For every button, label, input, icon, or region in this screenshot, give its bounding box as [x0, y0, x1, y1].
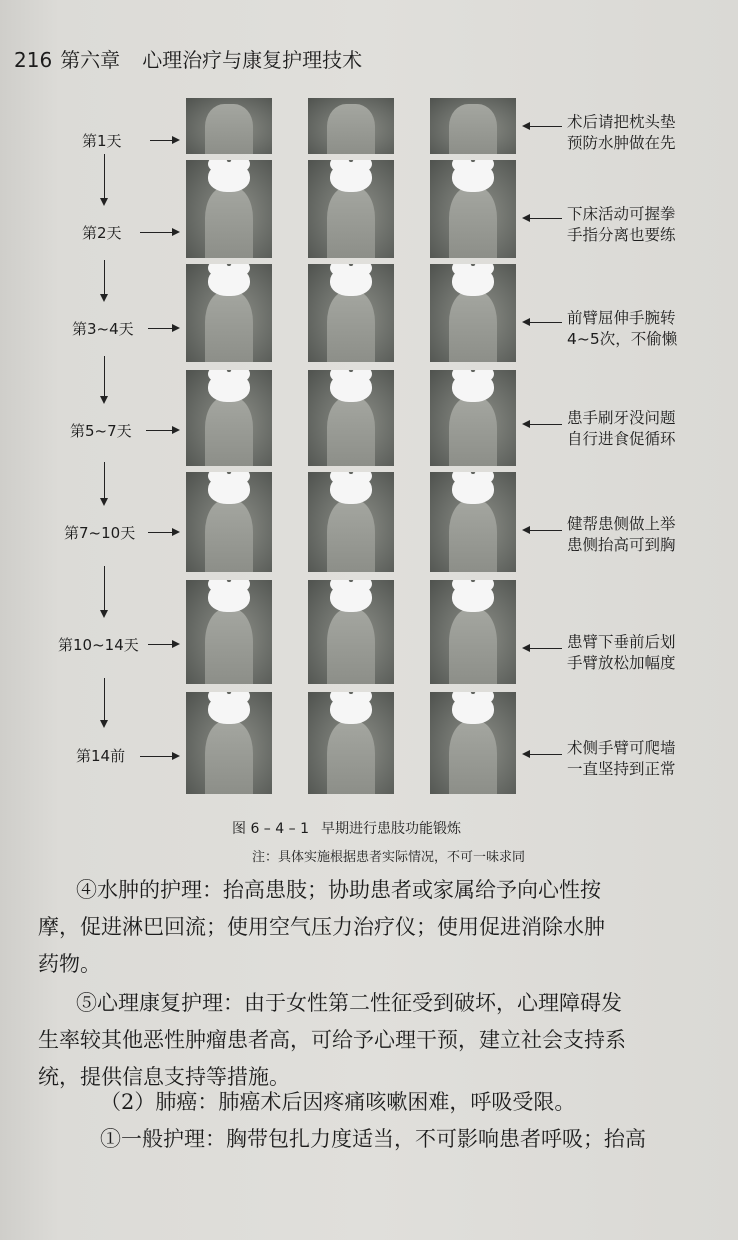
exercise-note: 术侧手臂可爬墙 一直坚持到正常 [567, 739, 676, 778]
exercise-photo [186, 580, 272, 684]
figure-number: 图 6 – 4 – 1 [232, 821, 309, 837]
paragraph-general-care: ①一般护理：胸带包扎力度适当，不可影响患者呼吸；抬高 [100, 1127, 646, 1151]
arrow-left-icon [524, 424, 562, 425]
day-label: 第10~14天 [58, 636, 139, 654]
exercise-photo [430, 370, 516, 466]
arrow-right-icon [148, 532, 178, 533]
exercise-photo [308, 580, 394, 684]
arrow-right-icon [150, 140, 178, 141]
day-label: 第3~4天 [72, 320, 134, 338]
arrow-down-icon [104, 678, 105, 726]
exercise-photo [186, 472, 272, 572]
arrow-down-icon [104, 356, 105, 402]
arrow-right-icon [148, 644, 178, 645]
day-label: 第7~10天 [64, 524, 136, 542]
exercise-photo [430, 264, 516, 362]
figure-note: 注：具体实施根据患者实际情况，不可一味求同 [252, 850, 526, 865]
arrow-down-icon [104, 566, 105, 616]
exercise-photo [308, 370, 394, 466]
arrow-left-icon [524, 218, 562, 219]
exercise-photo [308, 98, 394, 154]
exercise-photo [430, 580, 516, 684]
paragraph-edema-care: ④水肿的护理：抬高患肢；协助患者或家属给予向心性按 摩，促进淋巴回流；使用空气压力治疗仪；使用促进消除水肿 药物。 [38, 878, 605, 976]
arrow-right-icon [148, 328, 178, 329]
arrow-left-icon [524, 754, 562, 755]
exercise-photo [430, 98, 516, 154]
paragraph-lung-cancer: （2）肺癌：肺癌术后因疼痛咳嗽困难，呼吸受限。 [100, 1090, 576, 1114]
day-label: 第5~7天 [70, 422, 132, 440]
exercise-note: 患臂下垂前后划 手臂放松加幅度 [567, 633, 676, 672]
chapter-title: 心理治疗与康复护理技术 [142, 48, 363, 72]
figure-title: 早期进行患肢功能锻炼 [320, 821, 461, 837]
day-label: 第2天 [82, 224, 122, 242]
exercise-photo [186, 264, 272, 362]
figure-caption [232, 818, 461, 838]
exercise-photo [308, 692, 394, 794]
exercise-photo [308, 264, 394, 362]
arrow-left-icon [524, 648, 562, 649]
arrow-right-icon [140, 756, 178, 757]
exercise-note: 健帮患侧做上举 患侧抬高可到胸 [567, 515, 676, 554]
exercise-note: 前臂屈伸手腕转 4~5次，不偷懒 [567, 309, 678, 348]
exercise-photo [430, 692, 516, 794]
paragraph-psych-care: ⑤心理康复护理：由于女性第二性征受到破坏，心理障碍发 生率较其他恶性肿瘤患者高，可给予心理干预，建立社会支持系 统，提供信息支持等措施。 [38, 991, 626, 1089]
exercise-photo [430, 472, 516, 572]
exercise-photo [186, 370, 272, 466]
arrow-down-icon [104, 260, 105, 300]
exercise-photo [186, 692, 272, 794]
page-number: 216 [14, 48, 53, 72]
chapter-label: 第六章 [60, 48, 121, 72]
exercise-photo [186, 98, 272, 154]
arrow-right-icon [146, 430, 178, 431]
running-header [14, 44, 362, 73]
arrow-left-icon [524, 322, 562, 323]
exercise-note: 术后请把枕头垫 预防水肿做在先 [567, 113, 676, 152]
arrow-left-icon [524, 530, 562, 531]
exercise-photo [430, 160, 516, 258]
exercise-photo [308, 160, 394, 258]
arrow-left-icon [524, 126, 562, 127]
arrow-right-icon [140, 232, 178, 233]
day-label: 第1天 [82, 132, 122, 150]
exercise-note: 患手刷牙没问题 自行进食促循环 [567, 409, 676, 448]
exercise-photo [308, 472, 394, 572]
exercise-photo [186, 160, 272, 258]
arrow-down-icon [104, 462, 105, 504]
arrow-down-icon [104, 154, 105, 204]
day-label: 第14前 [76, 747, 126, 765]
exercise-note: 下床活动可握拳 手指分离也要练 [567, 205, 676, 244]
